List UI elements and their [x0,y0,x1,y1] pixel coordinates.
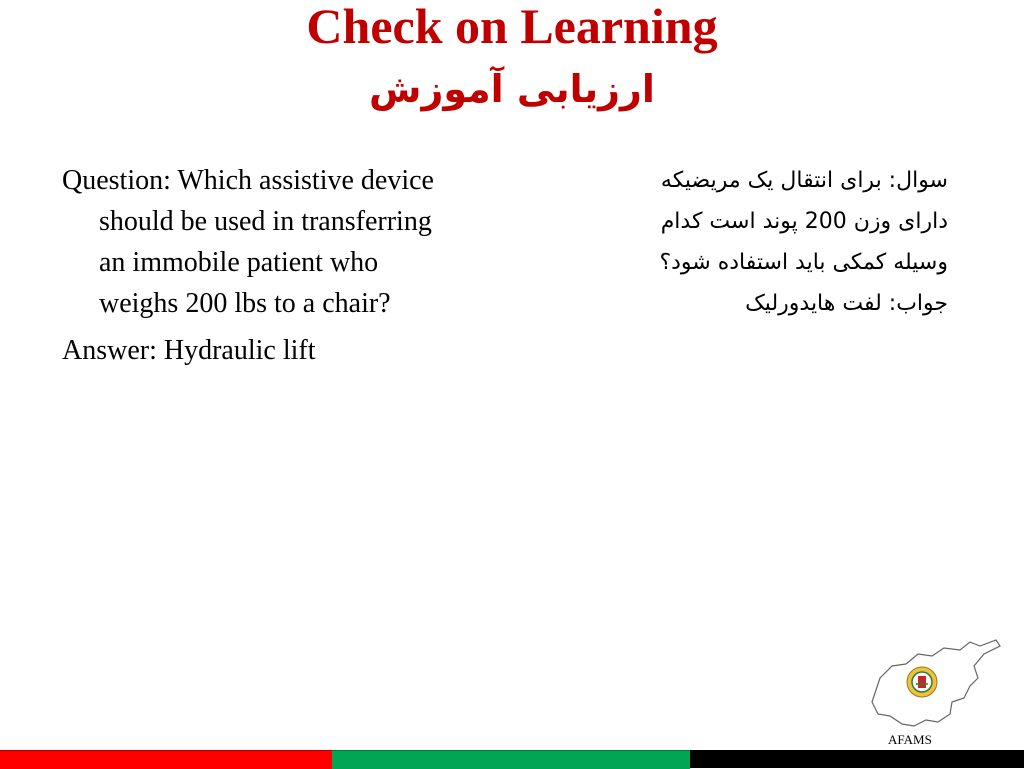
slide-title: Check on Learning [306,0,718,54]
slide-subtitle: ارزیابی آموزش [369,67,655,111]
dari-line-4: جواب: لفت هایدورلیک [745,291,948,316]
dari-line-2: دارای وزن 200 پوند است کدام [660,209,948,234]
question-text: Question: Which assistive device should be used in transferring an immobile patient who weighs 200 lbs to a chair? [62,165,434,319]
footer-afams-label: AFAMS [888,732,932,747]
afghanistan-map-emblem-icon [866,636,1002,734]
footer-bar-red [0,750,332,769]
dari-text-block [568,160,948,324]
english-text-block [62,160,462,377]
footer-bar-green [332,750,690,769]
dari-line-1: سوال: برای انتقال یک مریضیکه [660,168,948,193]
dari-line-3: وسیله کمکی باید استفاده شود؟ [659,250,948,275]
answer-text: Answer: Hydraulic lift [62,335,316,366]
footer-bar-black [690,750,1024,768]
